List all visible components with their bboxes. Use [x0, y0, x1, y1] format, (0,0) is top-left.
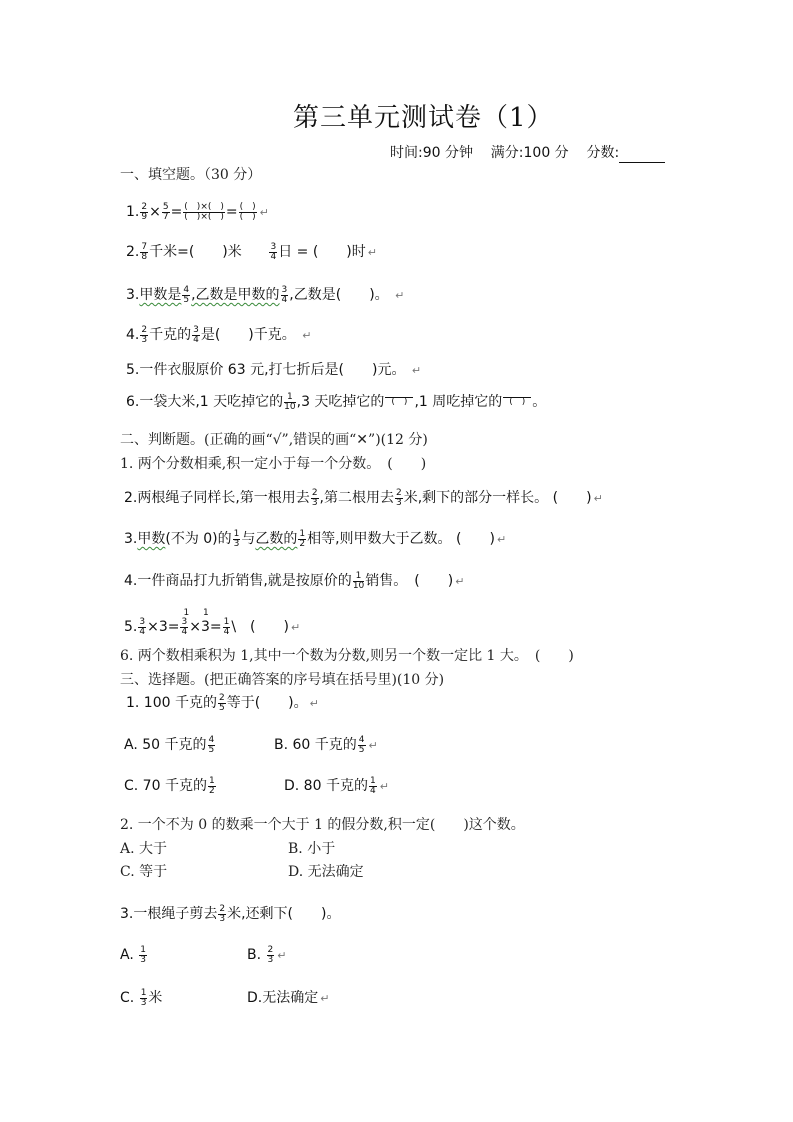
text-fragment: ,1 周吃掉它的: [414, 394, 503, 410]
fraction: [140, 326, 148, 345]
text-fragment: 1: [353, 572, 364, 582]
text-fragment: D.无法确定: [247, 990, 319, 1006]
fraction: [284, 393, 295, 412]
text-fragment: 等于( )。: [226, 695, 308, 711]
text-fragment: ↵: [320, 992, 330, 1005]
exam-meta: [390, 143, 665, 163]
option-3-1-a[interactable]: [124, 735, 216, 755]
section-2-header: 二、判断题。(正确的画“√”,错误的画“✕”)(12 分): [120, 432, 428, 448]
fraction: [218, 905, 226, 924]
text-fragment: 米,剩下的部分一样长。 ( ): [403, 490, 592, 506]
text-fragment: 4: [223, 626, 230, 637]
text-fragment: ↵: [593, 492, 603, 505]
text-fragment: 5.一件衣服原价 63 元,打七折后是( )元。: [126, 362, 406, 378]
question-2-4: [124, 571, 464, 592]
text-fragment: =: [225, 204, 238, 220]
text-fragment: ×3=: [147, 619, 180, 635]
option-3-3-a[interactable]: [120, 945, 148, 965]
text-fragment: 2: [141, 201, 148, 212]
text-fragment: 2.两根绳子同样长,第一根用去: [124, 490, 310, 506]
fraction: [182, 286, 190, 305]
text-fragment: 1: [140, 987, 147, 998]
text-fragment: 7: [141, 241, 148, 252]
text-fragment: ( ): [509, 397, 526, 407]
answer-fraction: [385, 397, 413, 407]
question-1-5: [126, 360, 421, 381]
text-fragment: 4: [281, 294, 288, 305]
text-fragment: 5: [208, 744, 215, 755]
question-1-1: [126, 202, 269, 223]
text-fragment: B.: [247, 947, 262, 963]
fraction: [218, 694, 226, 713]
fraction: [139, 946, 147, 965]
question-2-1: 1. 两个分数相乘,积一定小于每一个分数。 ( ): [120, 456, 427, 472]
text-fragment: 5: [358, 744, 365, 755]
text-fragment: 。: [532, 394, 547, 410]
text-fragment: 日 = ( )时: [278, 244, 366, 260]
text-fragment: =: [170, 204, 183, 220]
fraction: [140, 203, 148, 222]
text-fragment: ,3 天吃掉它的: [296, 394, 385, 410]
text-fragment: 2.: [126, 244, 140, 260]
fraction: [369, 777, 377, 796]
text-fragment: ( ): [391, 397, 408, 407]
text-fragment: 3: [139, 616, 146, 627]
cancel-mark: 1: [202, 608, 209, 618]
option-3-3-b[interactable]: [247, 945, 286, 966]
text-fragment: ( ): [239, 201, 256, 212]
text-fragment: 5: [162, 201, 169, 212]
fraction: [269, 243, 277, 262]
text-fragment: 1: [284, 393, 295, 403]
text-fragment: 3: [311, 497, 318, 508]
option-3-3-d[interactable]: [247, 988, 329, 1009]
text-fragment: ( )×( ): [184, 211, 224, 222]
text-fragment: ↵: [455, 575, 465, 588]
question-2-5: [124, 608, 301, 638]
text-fragment: 1. 100 千克的: [126, 695, 217, 711]
text-fragment: 千克的: [149, 327, 192, 343]
text-fragment: 米: [148, 990, 163, 1006]
text-fragment: 3.: [126, 287, 140, 303]
text-fragment: 2: [311, 487, 318, 498]
option-3-1-d[interactable]: [284, 776, 389, 797]
text-fragment: 1: [208, 775, 215, 786]
text-fragment: ↵: [368, 739, 378, 752]
text-fragment: ↵: [302, 329, 312, 342]
text-fragment: ↵: [290, 621, 301, 634]
text-fragment: 4: [369, 785, 376, 796]
option-3-1-c[interactable]: [124, 776, 217, 796]
option-3-2-d[interactable]: D. 无法确定: [288, 864, 364, 880]
text-fragment: 4: [183, 284, 190, 295]
text-fragment: \ ( ): [231, 619, 289, 635]
time-limit: 时间:90 分钟: [390, 145, 473, 161]
text-fragment: 4: [193, 334, 199, 345]
text-fragment: [179, 608, 190, 637]
question-2-3: [124, 529, 506, 550]
option-3-2-a[interactable]: A. 大于: [120, 841, 168, 857]
text-fragment: 1: [299, 528, 306, 539]
text-fragment: A. 50 千克的: [124, 737, 207, 753]
answer-fraction: [239, 203, 257, 222]
text-fragment: 4: [139, 626, 146, 637]
section-3-header: 三、选择题。(把正确答案的序号填在括号里)(10 分): [120, 672, 445, 688]
text-fragment: 4: [270, 251, 277, 262]
fraction: [208, 777, 216, 796]
text-fragment: 3: [396, 497, 402, 508]
full-score: 满分:100 分: [490, 145, 569, 161]
text-fragment: 4.一件商品打九折销售,就是按原价的: [124, 573, 352, 589]
text-fragment: 3: [281, 284, 288, 295]
text-fragment: 3: [141, 334, 148, 345]
text-fragment: 4: [208, 734, 215, 745]
text-fragment: 5: [183, 294, 190, 305]
question-1-3: [126, 285, 404, 306]
text-fragment: 3: [200, 619, 210, 635]
text-fragment: C. 70 千克的: [124, 778, 207, 794]
text-fragment: 3: [270, 241, 277, 252]
fraction: [298, 530, 306, 549]
text-fragment: 2: [141, 324, 148, 335]
question-3-2: 2. 一个不为 0 的数乘一个大于 1 的假分数,积一定( )这个数。: [120, 817, 525, 833]
text-fragment: 5: [218, 702, 225, 713]
text-fragment: 2: [219, 903, 226, 914]
fraction: [358, 736, 366, 755]
text-fragment: 2: [267, 944, 274, 955]
text-fragment: ↵: [496, 533, 507, 546]
option-3-3-c[interactable]: [120, 988, 162, 1008]
question-2-2: [124, 488, 603, 509]
text-fragment: 4.: [126, 327, 140, 343]
text-fragment: ↵: [411, 364, 422, 377]
text-fragment: 9: [141, 211, 148, 222]
text-fragment: ↵: [277, 949, 287, 962]
text-fragment: 1.: [126, 204, 140, 220]
question-3-3: [120, 904, 340, 924]
text-fragment: 1: [140, 944, 146, 955]
cancel-mark: 1: [183, 608, 190, 618]
text-fragment: 3: [181, 616, 188, 627]
text-fragment: ×: [189, 619, 201, 635]
question-1-2: [126, 242, 377, 263]
text-fragment: 3: [140, 954, 146, 965]
text-fragment: A.: [120, 947, 134, 963]
page-title: 第三单元测试卷（1）: [293, 103, 554, 133]
text-fragment: D. 80 千克的: [284, 778, 368, 794]
fraction: [192, 326, 200, 345]
text-fragment: ( )×( ): [184, 201, 224, 212]
text-fragment: 3: [267, 954, 274, 965]
text-fragment: ↵: [309, 697, 319, 710]
fraction: [267, 946, 275, 965]
text-fragment: B. 60 千克的: [274, 737, 357, 753]
text-fragment: 甲数: [137, 531, 166, 547]
text-fragment: 3.: [124, 531, 138, 547]
text-fragment: ,乙数是甲数的: [191, 287, 280, 303]
text-fragment: ×: [149, 204, 161, 220]
text-fragment: ↵: [395, 289, 405, 302]
fraction: [208, 736, 216, 755]
answer-fraction: [503, 397, 531, 407]
text-fragment: 1: [233, 528, 240, 539]
return-mark: ↵: [259, 206, 269, 219]
text-fragment: 相等,则甲数大于乙数。 ( ): [307, 531, 495, 547]
text-fragment: 10: [352, 580, 365, 591]
score-label: 分数:: [586, 145, 620, 161]
fraction: [140, 243, 148, 262]
option-3-2-c[interactable]: C. 等于: [120, 864, 168, 880]
fraction: [353, 572, 364, 591]
text-fragment: ↵: [367, 246, 377, 259]
text-fragment: 与: [241, 531, 256, 547]
fraction: [140, 989, 148, 1008]
text-fragment: 甲数是: [139, 287, 182, 303]
fraction: [138, 618, 146, 637]
text-fragment: ,乙数是( )。: [289, 287, 389, 303]
fraction: [395, 489, 403, 508]
text-fragment: ,第二根用去: [319, 490, 394, 506]
text-fragment: 米,还剩下( )。: [227, 906, 341, 922]
text-fragment: 4: [358, 734, 365, 745]
fraction: [281, 286, 289, 305]
text-fragment: =: [209, 619, 222, 635]
text-fragment: 乙数的: [255, 531, 298, 547]
question-1-6: [126, 392, 546, 412]
score-blank[interactable]: [619, 148, 665, 163]
text-fragment: 千米=( )米: [149, 244, 242, 260]
text-fragment: 6.一袋大米,1 天吃掉它的: [126, 394, 284, 410]
text-fragment: 2: [396, 487, 402, 498]
question-1-4: [126, 325, 311, 346]
text-fragment: 7: [162, 211, 169, 222]
fraction: [233, 530, 241, 549]
text-fragment: 是( )千克。: [200, 327, 296, 343]
option-3-1-b[interactable]: [274, 735, 378, 756]
text-fragment: 销售。 ( ): [365, 573, 454, 589]
answer-fraction: [183, 203, 225, 222]
question-2-6: 6. 两个数相乘积为 1,其中一个数为分数,则另一个数一定比 1 大。 ( ): [120, 648, 574, 664]
text-fragment: 3: [140, 997, 147, 1008]
text-fragment: 2: [218, 692, 225, 703]
text-fragment: ( ): [239, 211, 256, 222]
text-fragment: (不为 0)的: [165, 531, 232, 547]
section-1-header: 一、填空题。（30 分）: [120, 167, 262, 183]
fraction: [162, 203, 170, 222]
text-fragment: 3.一根绳子剪去: [120, 906, 218, 922]
text-fragment: C.: [120, 990, 135, 1006]
text-fragment: 2: [208, 785, 215, 796]
text-fragment: [200, 608, 210, 637]
text-fragment: 3: [193, 324, 199, 335]
text-fragment: 4: [181, 626, 188, 637]
fraction: [311, 489, 319, 508]
text-fragment: 2: [299, 538, 306, 549]
text-fragment: ↵: [379, 780, 389, 793]
text-fragment: 3: [219, 913, 226, 924]
option-3-2-b[interactable]: B. 小于: [288, 841, 336, 857]
text-fragment: 5.: [124, 619, 138, 635]
text-fragment: 1: [369, 775, 376, 786]
text-fragment: 3: [233, 538, 240, 549]
fraction: [223, 618, 231, 637]
text-fragment: 1: [223, 616, 230, 627]
text-fragment: 8: [141, 251, 148, 262]
text-fragment: 10: [284, 401, 296, 412]
question-3-1: [126, 693, 319, 714]
